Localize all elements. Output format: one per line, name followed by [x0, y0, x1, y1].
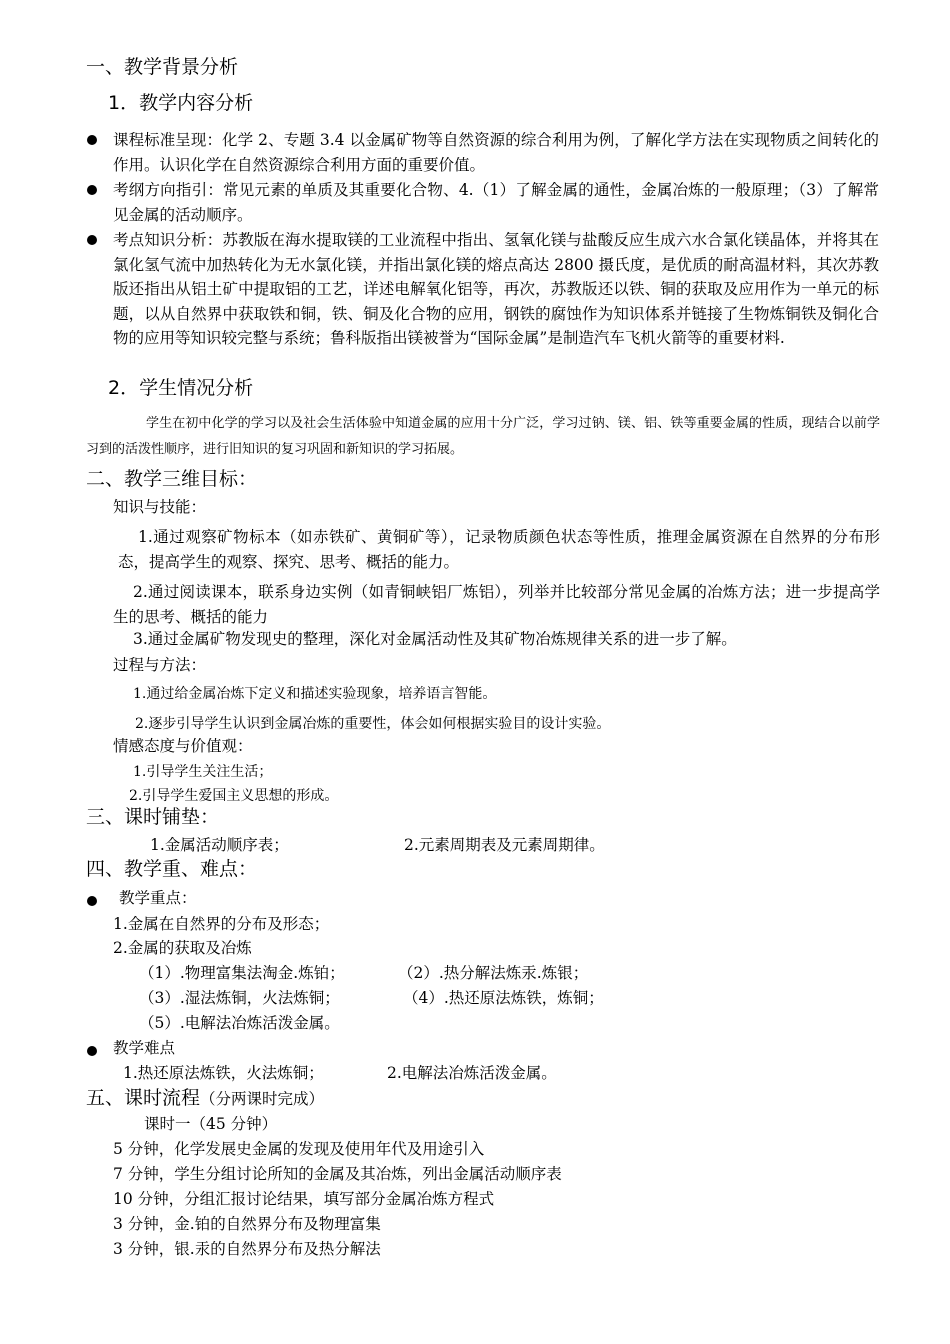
method-2: （2）.热分解法炼汞.炼银；	[398, 964, 589, 982]
flow-step-3: 10 分钟，分组汇报讨论结果，填写部分金属冶炼方程式	[113, 1190, 495, 1208]
difficulty-2: 2.电解法冶炼活泼金属。	[387, 1064, 557, 1082]
method-3: （3）.湿法炼铜，火法炼铜；	[139, 989, 340, 1007]
section-5-note: （分两课时完成）	[200, 1090, 325, 1108]
prep-item-2: 2.元素周期表及元素周期律。	[404, 836, 605, 854]
section-5-title: 五、课时流程	[86, 1087, 201, 1109]
difficulty-1: 1.热还原法炼铁，火法炼铜；	[123, 1064, 324, 1082]
key-point-2: 2.金属的获取及冶炼	[113, 939, 252, 957]
section-1-title: 一、教学背景分析	[86, 56, 239, 78]
flow-step-4: 3 分钟，金.铂的自然界分布及物理富集	[113, 1215, 381, 1233]
student-analysis: 学生在初中化学的学习以及社会生活体验中知道金属的应用十分广泛，学习过钠、镁、铝、铁等重要金属的性质，现结合以前学习到的活泼性顺序，进行旧知识的复习巩固和新知识的学习拓展。	[86, 416, 880, 457]
flow-step-1: 5 分钟，化学发展史金属的发现及使用年代及用途引入	[113, 1140, 485, 1158]
subsection-1-title: 1．教学内容分析	[108, 92, 254, 114]
bullet-icon	[87, 896, 97, 906]
process-goal-1: 1.通过给金属冶炼下定义和描述实验现象，培养语言智能。	[133, 686, 497, 702]
section-4-title: 四、教学重、难点：	[86, 858, 258, 880]
bullet-curriculum: 课程标准呈现：化学 2、专题 3.4 以金属矿物等自然资源的综合利用为例，了解化学方法在实现物质之间转化的作用。认识化学在自然资源综合利用方面的重要价值。	[113, 131, 879, 174]
bullet-knowledge: 考点知识分析：苏教版在海水提取镁的工业流程中指出、氢氧化镁与盐酸反应生成六水合氯化镁晶体，并将其在氯化氢气流中加热转化为无水氯化镁，并指出氯化镁的熔点高达 2800 摄氏度，是优质的耐高温材料，其次苏教版还指出从铝土矿中提取铝的工艺，详述电解氧化铝等，再次，苏教版还以铁、铜的获取及应用作为一单元的标题，以从自然界中获取铁和铜，铁、铜及化合物的应用，钢铁的腐蚀作为知识体系并链接了生物炼铜铁及铜化合物的应用等知识较完整与系统；鲁科版指出镁被誉为“国际金属”是制造汽车飞机火箭等的重要材料.	[113, 231, 879, 347]
bullet-icon	[87, 135, 97, 145]
section-3-title: 三、课时铺垫：	[86, 806, 220, 828]
flow-step-5: 3 分钟，银.汞的自然界分布及热分解法	[113, 1240, 381, 1258]
bullet-icon	[87, 1046, 97, 1056]
emotion-goal-1: 1.引导学生关注生活；	[133, 764, 273, 780]
process-goal-2: 2.逐步引导学生认识到金属冶炼的重要性，体会如何根据实验目的设计实验。	[135, 716, 611, 732]
knowledge-goal-1: 1.通过观察矿物标本（如赤铁矿、黄铜矿等），记录物质颜色状态等性质，推理金属资源在自然界的分布形态，提高学生的观察、探究、思考、概括的能力。	[118, 528, 880, 571]
emotion-values-title: 情感态度与价值观：	[113, 737, 253, 755]
lesson-one: 课时一（45 分钟）	[144, 1115, 278, 1133]
section-2-title: 二、教学三维目标：	[86, 468, 258, 490]
difficulties-title: 教学难点	[113, 1039, 176, 1057]
method-5: （5）.电解法冶炼活泼金属。	[139, 1014, 340, 1032]
subsection-2-title: 2．学生情况分析	[108, 377, 254, 399]
knowledge-skills-title: 知识与技能：	[113, 498, 207, 516]
key-points-title: 教学重点：	[119, 889, 197, 907]
key-point-1: 1.金属在自然界的分布及形态；	[113, 915, 330, 933]
knowledge-goal-2: 2.通过阅读课本，联系身边实例（如青铜峡铝厂炼铝），列举并比较部分常见金属的冶炼方法；进一步提高学生的思考、概括的能力	[113, 583, 880, 626]
method-4: （4）.热还原法炼铁，炼铜；	[403, 989, 604, 1007]
bullet-icon	[87, 235, 97, 245]
flow-step-2: 7 分钟，学生分组讨论所知的金属及其冶炼，列出金属活动顺序表	[113, 1165, 562, 1183]
process-method-title: 过程与方法：	[113, 656, 207, 674]
knowledge-goal-3: 3.通过金属矿物发现史的整理，深化对金属活动性及其矿物冶炼规律关系的进一步了解。	[133, 630, 737, 648]
prep-item-1: 1.金属活动顺序表；	[150, 836, 289, 854]
emotion-goal-2: 2.引导学生爱国主义思想的形成。	[129, 788, 339, 804]
bullet-icon	[87, 185, 97, 195]
bullet-syllabus: 考纲方向指引：常见元素的单质及其重要化合物、4.（1）了解金属的通性，金属冶炼的一般原理；（3）了解常见金属的活动顺序。	[113, 181, 879, 224]
section-5-heading	[86, 1089, 324, 1108]
method-1: （1）.物理富集法淘金.炼铂；	[139, 964, 345, 982]
